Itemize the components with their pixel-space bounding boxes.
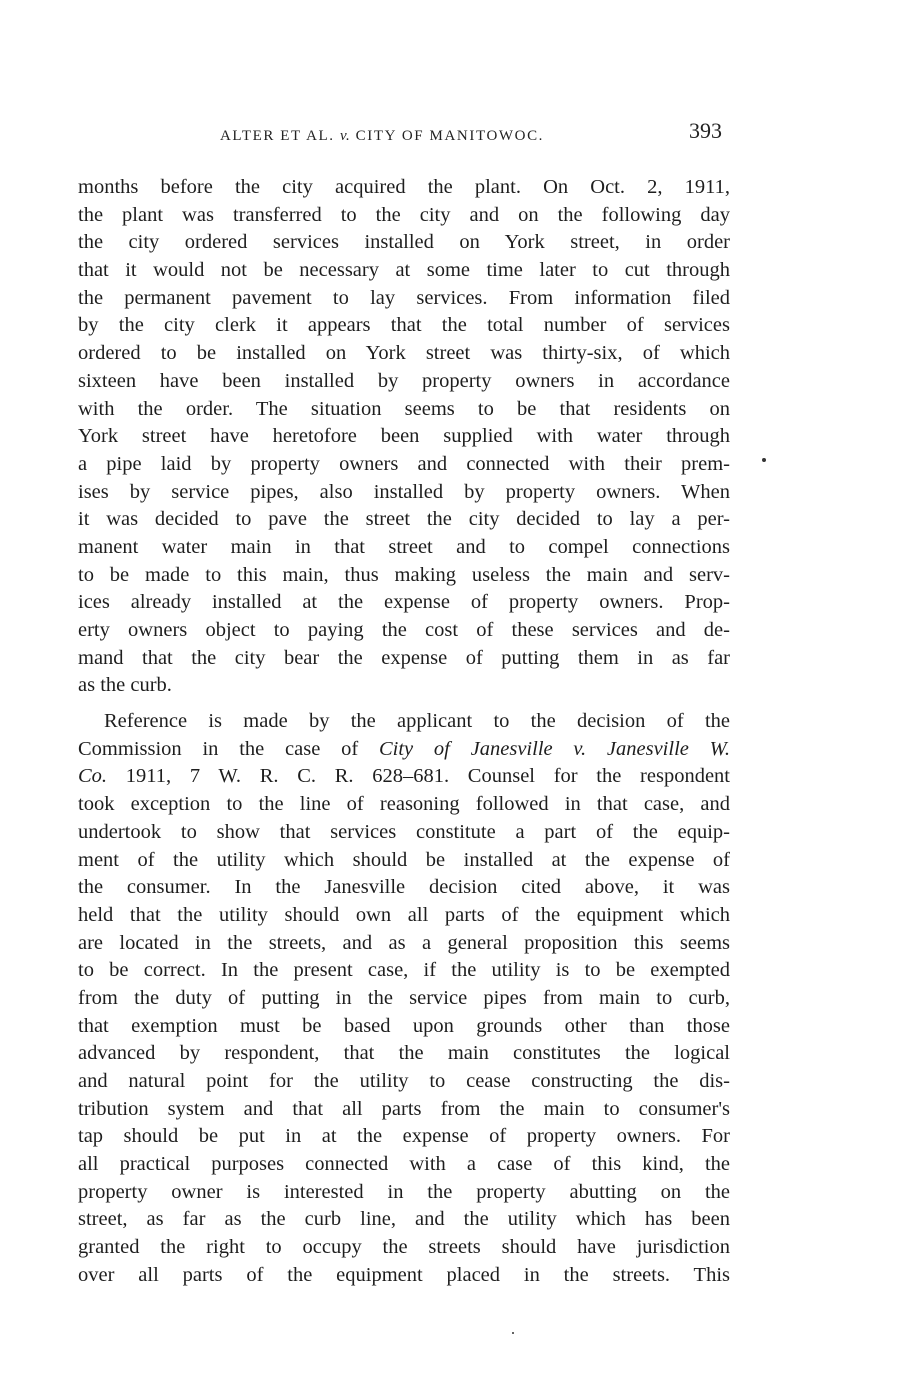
text-line: held that the utility should own all parts of the equipment which [78,903,730,926]
text-line: ices already installed at the expense of property owners. Prop- [78,591,730,614]
text-run: 1911, 7 W. R. C. R. 628–681. Counsel for the respondent [125,765,730,788]
running-head [220,128,544,145]
text-line: property owner is interested in the property abutting on the [78,1180,730,1203]
text-line: over all parts of the equipment placed in the streets. This [78,1263,730,1286]
running-head-versus: v. [339,128,351,144]
text-line: ordered to be installed on York street was thirty-six, of which [78,342,730,365]
text-line: as the curb. [78,674,172,697]
text-line: street, as far as the curb line, and the utility which has been [78,1208,730,1231]
running-head-left: ALTER ET AL. [220,128,335,144]
text-line: from the duty of putting in the service pipes from main to curb, [78,986,730,1009]
text-line: it was decided to pave the street the city decided to lay a per- [78,508,730,531]
ink-speck [512,1332,514,1334]
text-line: that it would not be necessary at some time later to cut through [78,259,730,282]
text-line: ises by service pipes, also installed by property owners. When [78,480,730,503]
text-line: tribution system and that all parts from the main to consumer's [78,1097,730,1120]
text-line: ment of the utility which should be installed at the expense of [78,848,730,871]
text-line: with the order. The situation seems to be that residents on [78,397,730,420]
text-line-with-citation [78,736,730,764]
text-line: the city ordered services installed on York street, in order [78,231,730,254]
text-line: advanced by respondent, that the main constitutes the logical [78,1042,730,1065]
text-line: are located in the streets, and as a general proposition this seems [78,931,730,954]
text-line: all practical purposes connected with a case of this kind, the [78,1153,730,1176]
text-line: took exception to the line of reasoning followed in that case, and [78,793,730,816]
text-line: manent water main in that street and to compel connections [78,535,730,558]
body-text [78,174,730,1290]
text-line: Reference is made by the applicant to the decision of the [104,710,730,733]
text-line: the plant was transferred to the city and on the following day [78,203,730,226]
text-line: York street have heretofore been supplied with water through [78,425,730,448]
text-line: and natural point for the utility to cease constructing the dis- [78,1070,730,1092]
paragraph-gap [78,700,730,708]
case-citation: City of Janesville v. Janesville W. [378,737,730,760]
text-line: tap should be put in at the expense of property owners. For [78,1125,730,1148]
text-line-with-citation [78,763,730,791]
text-line: a pipe laid by property owners and connected with their prem- [78,452,730,475]
text-line: that exemption must be based upon grounds other than those [78,1014,730,1037]
text-line: months before the city acquired the plant. On Oct. 2, 1911, [78,176,730,198]
text-line: sixteen have been installed by property owners in accordance [78,369,730,392]
text-line: to be made to this main, thus making useless the main and serv- [78,563,730,586]
paragraph-2 [78,708,730,1289]
ink-speck [762,458,766,462]
text-line: granted the right to occupy the streets should have jurisdiction [78,1236,730,1259]
text-line: mand that the city bear the expense of putting them in as far [78,646,730,669]
text-line: the consumer. In the Janesville decision cited above, it was [78,876,730,899]
text-line: the permanent pavement to lay services. From information filed [78,286,730,309]
page-number: 393 [689,118,722,143]
text-line: undertook to show that services constitute a part of the equip- [78,820,730,843]
text-line: to be correct. In the present case, if the utility is to be exempted [78,959,730,982]
running-head-right: CITY OF MANITOWOC. [355,128,545,144]
page-header [200,118,740,158]
paragraph-1 [78,174,730,700]
text-line: by the city clerk it appears that the total number of services [78,314,730,337]
text-run: Commission in the case of [78,737,359,760]
case-citation: Co. [78,765,108,788]
text-line: erty owners object to paying the cost of these services and de- [78,619,730,641]
